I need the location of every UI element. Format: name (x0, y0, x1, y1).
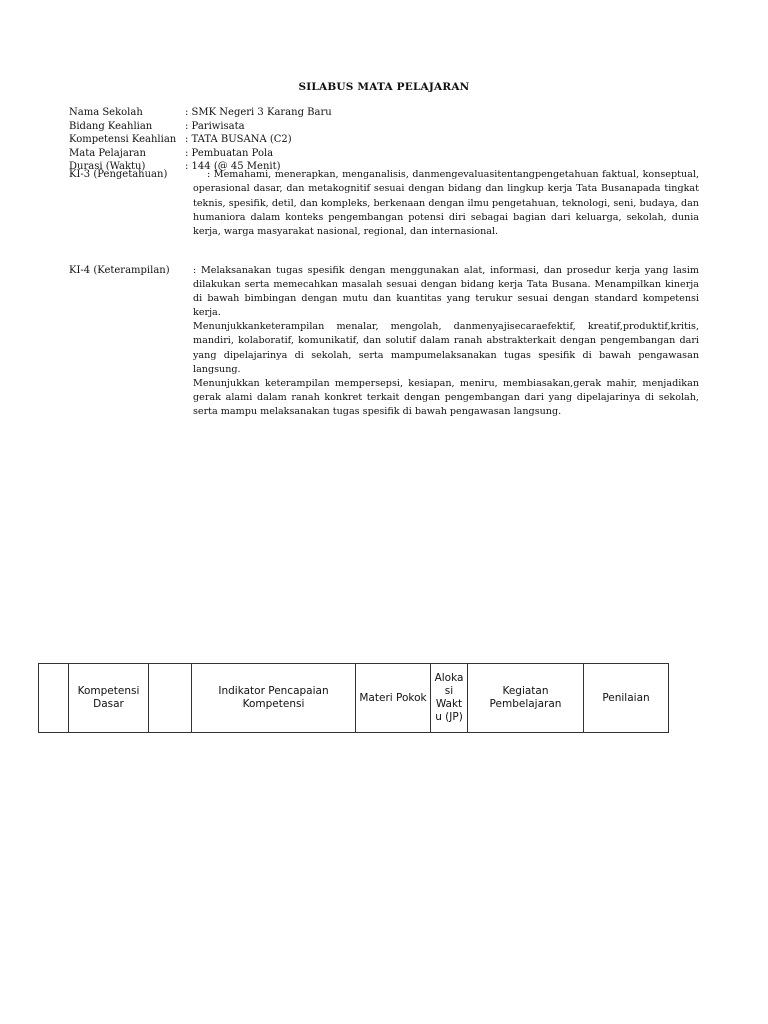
ki4-label: KI-4 (Keterampilan) (69, 265, 170, 276)
info-label: Bidang Keahlian (69, 120, 153, 132)
header-cell-learning-activities: Kegiatan Pembelajaran (468, 664, 584, 733)
info-value: : 144 (@ 45 Menit) (185, 161, 281, 172)
info-label: Durasi (Waktu) (69, 161, 146, 172)
info-row-school-name (69, 106, 332, 120)
ki4-paragraph: Menunjukkan keterampilan mempersepsi, kesiapan, meniru, membiasakan,gerak mahir, menjadikan gerak alami dalam ranah konkret terkait dengan pengembangan dari yang dipelajarinya di sekolah, serta mampu melaksanakan tugas spesifik di bawah pengawasan langsung. (193, 377, 699, 417)
info-row-competency (69, 133, 332, 147)
school-info (69, 106, 332, 174)
header-cell-time-allocation: Aloka si Wakt u (JP) (431, 664, 468, 733)
info-value: : Pariwisata (185, 120, 245, 132)
info-label: Mata Pelajaran (69, 147, 146, 159)
ki3-body (193, 168, 699, 239)
header-cell-assessment: Penilaian (584, 664, 669, 733)
ki3-text: : Memahami, menerapkan, menganalisis, danmengevaluasitentangpengetahuan faktual, konseptual, operasional dasar, dan metakognitif sesuai dengan bidang dan lingkup kerja Tata Busanapada tingkat teknis, spesifik, detil, dan kompleks, berkenaan dengan ilmu pengetahuan, teknologi, seni, budaya, dan humaniora dalam konteks pengembangan potensi diri sebagai bagian dari keluarga, sekolah, dunia kerja, warga masyarakat nasional, regional, dan internasional. (193, 169, 699, 238)
info-row-field (69, 120, 332, 134)
ki4-paragraph: Menunjukkanketerampilan menalar, mengolah, danmenyajisecaraefektif, kreatif,produktif,kritis, mandiri, kolaboratif, komunikatif, dan solutif dalam ranah abstrakterkait dengan pengembangan dari yang dipelajarinya di sekolah, serta mampumelaksanakan tugas spesifik di bawah pengawasan langsung. (193, 321, 699, 375)
info-label: Kompetensi Keahlian (69, 134, 177, 145)
header-cell-basic-competency: Kompetensi Dasar (69, 664, 149, 733)
info-value: : TATA BUSANA (C2) (185, 134, 292, 145)
info-label: Nama Sekolah (69, 107, 143, 118)
ki4-section (69, 264, 699, 419)
info-value: : SMK Negeri 3 Karang Baru (185, 107, 332, 118)
document-title: SILABUS MATA PELAJARAN (298, 81, 470, 93)
header-cell-indicator: Indikator Pencapaian Kompetensi (192, 664, 356, 733)
ki3-section (69, 168, 699, 239)
table-header-row (39, 664, 669, 733)
ki4-body (193, 264, 699, 419)
header-cell-main-material: Materi Pokok (356, 664, 431, 733)
ki3-label: KI-3 (Pengetahuan) (69, 169, 168, 180)
header-cell-blank (39, 664, 69, 733)
ki4-paragraph: : Melaksanakan tugas spesifik dengan menggunakan alat, informasi, dan prosedur kerja yang lasim dilakukan serta memecahkan masalah sesuai dengan bidang kerja Tata Busana. Menampilkan kinerja di bawah bimbingan dengan mutu dan kuantitas yang terukur sesuai dengan standard kompetensi kerja. (193, 265, 699, 319)
info-row-subject (69, 147, 332, 161)
header-cell-blank (149, 664, 192, 733)
syllabus-table (38, 663, 669, 733)
info-value: : Pembuatan Pola (185, 147, 274, 159)
